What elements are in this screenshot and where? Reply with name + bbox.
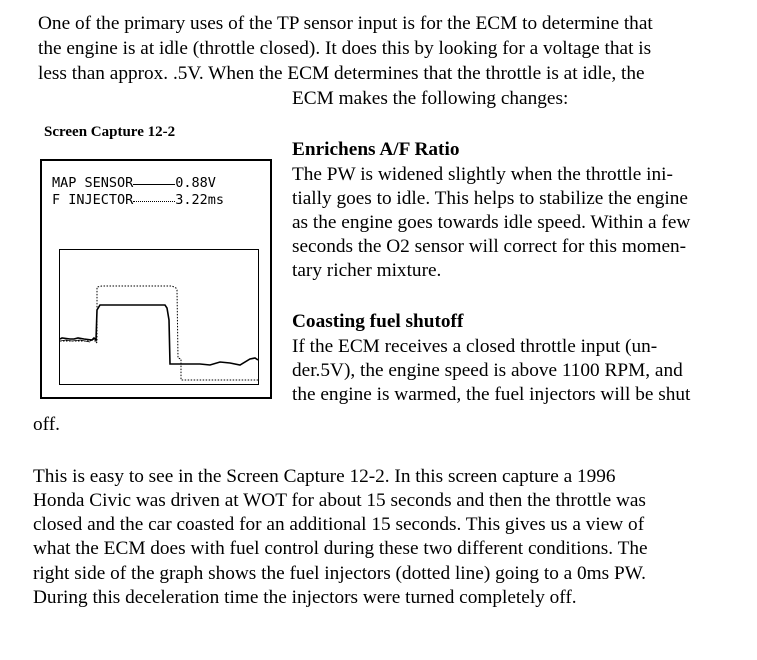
section1-line-4: seconds the O2 sensor will correct for this momen-: [292, 236, 687, 257]
intro-line-2: the engine is at idle (throttle closed). It does this by looking for a voltage that is: [38, 38, 652, 59]
scope-screen-capture: [40, 159, 272, 399]
closing-line-2: Honda Civic was driven at WOT for about 15 seconds and then the throttle was: [33, 490, 646, 511]
map-sensor-label: MAP SENSOR: [52, 175, 134, 191]
section2-line-2: der.5V), the engine speed is above 1100 RPM, and: [292, 360, 683, 381]
f-injector-readout: [52, 194, 224, 208]
section2-line-3: the engine is warmed, the fuel injectors will be shut: [292, 384, 691, 405]
readout-leader-dotted: [133, 194, 175, 202]
map-sensor-value: 0.88V: [175, 175, 216, 191]
map-sensor-readout: [52, 177, 216, 191]
intro-line-3: less than approx. .5V. When the ECM determines that the throttle is at idle, the: [38, 63, 645, 84]
section1-line-2: tially goes to idle. This helps to stabilize the engine: [292, 188, 688, 209]
scope-graph: [59, 249, 259, 385]
closing-line-1: This is easy to see in the Screen Capture 12-2. In this screen capture a 1996: [33, 466, 616, 487]
section1-line-1: The PW is widened slightly when the throttle ini-: [292, 164, 673, 185]
injector-trace-dotted: [60, 286, 258, 380]
intro-line-1: One of the primary uses of the TP sensor input is for the ECM to determine that: [38, 13, 653, 34]
intro-line-4: ECM makes the following changes:: [292, 88, 569, 109]
figure-caption: Screen Capture 12-2: [44, 124, 176, 140]
section2-line-1: If the ECM receives a closed throttle input (un-: [292, 336, 658, 357]
closing-line-4: what the ECM does with fuel control during these two different conditions. The: [33, 538, 648, 559]
f-injector-label: F INJECTOR: [52, 192, 134, 208]
closing-line-6: During this deceleration time the injectors were turned completely off.: [33, 587, 577, 608]
section1-line-5: tary richer mixture.: [292, 260, 442, 281]
closing-line-5: right side of the graph shows the fuel injectors (dotted line) going to a 0ms PW.: [33, 563, 646, 584]
closing-line-3: closed and the car coasted for an additional 15 seconds. This gives us a view of: [33, 514, 645, 535]
readout-leader-solid: [133, 177, 175, 185]
map-sensor-trace-solid: [60, 305, 258, 365]
section2-line-4: off.: [33, 414, 60, 435]
section-heading-enrichens: Enrichens A/F Ratio: [292, 139, 460, 160]
section-heading-coasting: Coasting fuel shutoff: [292, 311, 464, 332]
section1-line-3: as the engine goes towards idle speed. Within a few: [292, 212, 691, 233]
f-injector-value: 3.22ms: [175, 192, 225, 208]
scope-graph-svg: [60, 250, 258, 384]
